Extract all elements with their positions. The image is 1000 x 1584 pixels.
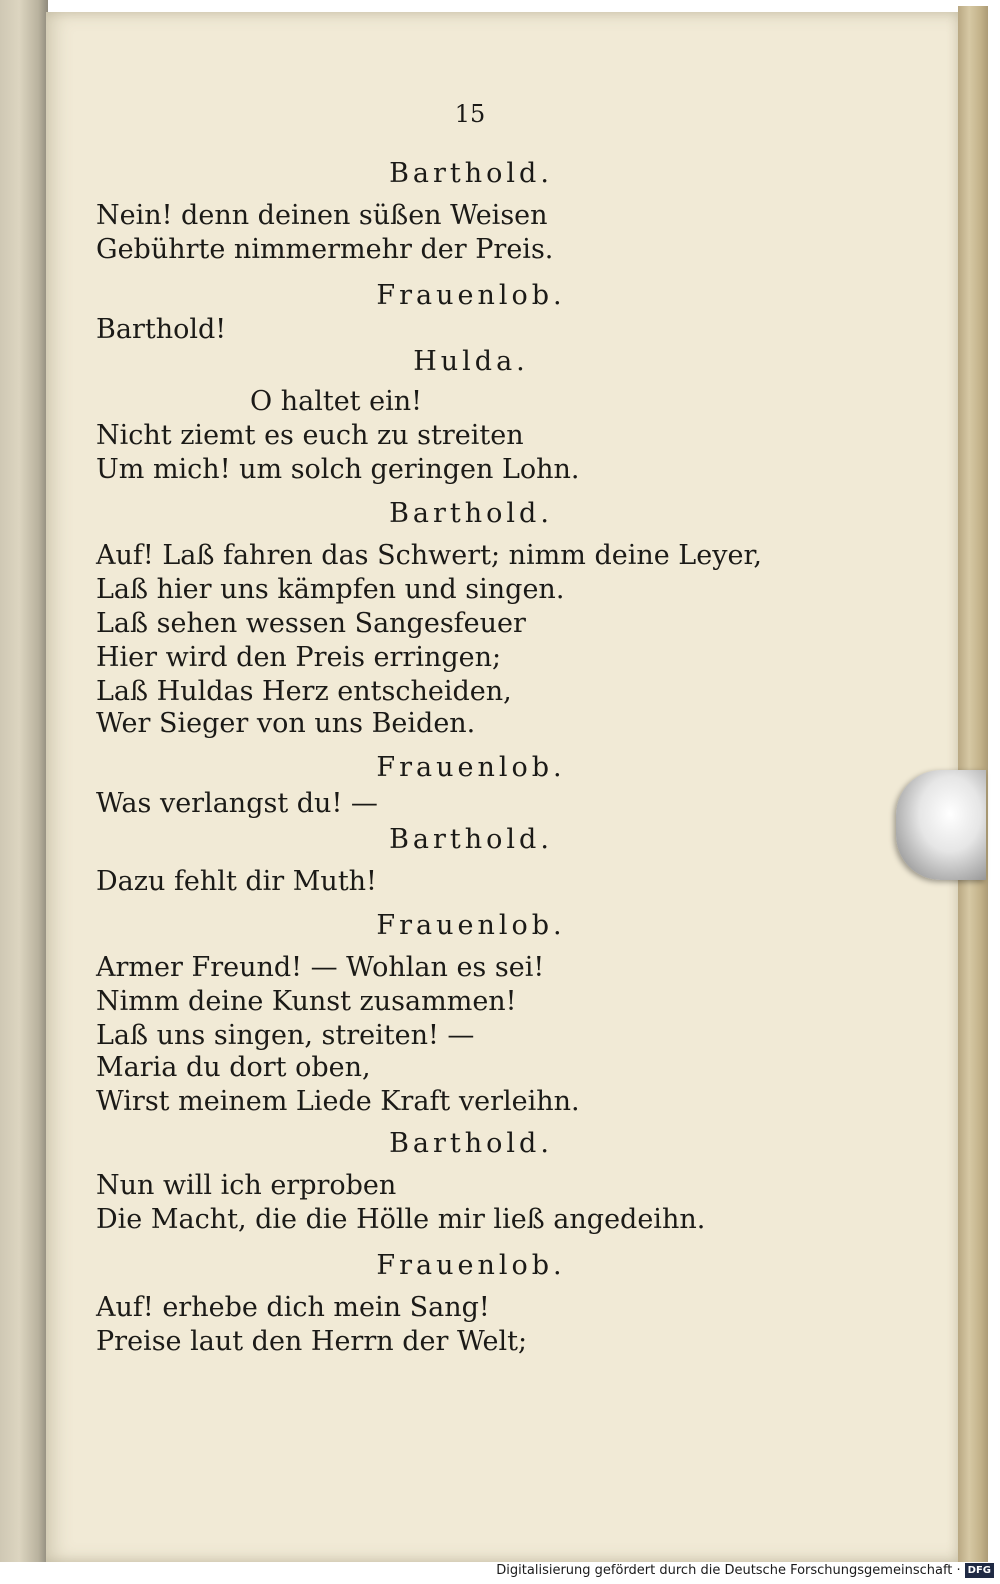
speaker-label: Hulda. bbox=[413, 346, 529, 377]
speaker-label: Barthold. bbox=[389, 1128, 553, 1159]
speaker-label: Barthold. bbox=[389, 824, 553, 855]
page-clip bbox=[896, 770, 986, 880]
verse-line: O haltet ein! bbox=[250, 386, 422, 417]
digitization-credit bbox=[496, 1563, 994, 1578]
verse-line: Wer Sieger von uns Beiden. bbox=[96, 708, 476, 739]
verse-line: Hier wird den Preis erringen; bbox=[96, 642, 502, 673]
page-number: 15 bbox=[454, 100, 486, 128]
verse-line: Maria du dort oben, bbox=[96, 1052, 371, 1083]
verse-line: Was verlangst du! — bbox=[96, 788, 378, 819]
verse-line: Auf! erhebe dich mein Sang! bbox=[96, 1292, 490, 1323]
credit-text: Digitalisierung gefördert durch die Deutsche Forschungsgemeinschaft · bbox=[496, 1563, 961, 1578]
verse-line: Wirst meinem Liede Kraft verleihn. bbox=[96, 1086, 580, 1117]
verse-line: Barthold! bbox=[96, 314, 227, 345]
speaker-label: Frauenlob. bbox=[376, 910, 566, 941]
speaker-label: Frauenlob. bbox=[376, 280, 566, 311]
verse-line: Dazu fehlt dir Muth! bbox=[96, 866, 377, 897]
verse-line: Nun will ich erproben bbox=[96, 1170, 397, 1201]
speaker-label: Barthold. bbox=[389, 498, 553, 529]
scan-margin bbox=[988, 0, 1000, 1562]
dfg-logo: DFG bbox=[965, 1563, 994, 1578]
speaker-label: Barthold. bbox=[389, 158, 553, 189]
speaker-label: Frauenlob. bbox=[376, 752, 566, 783]
verse-line: Laß Huldas Herz entscheiden, bbox=[96, 676, 512, 707]
verse-line: Die Macht, die die Hölle mir ließ angedeihn. bbox=[96, 1204, 706, 1235]
verse-line: Laß hier uns kämpfen und singen. bbox=[96, 574, 565, 605]
verse-line: Laß uns singen, streiten! — bbox=[96, 1020, 475, 1051]
verse-line: Nimm deine Kunst zusammen! bbox=[96, 986, 517, 1017]
verse-line: Gebührte nimmermehr der Preis. bbox=[96, 234, 554, 265]
verse-line: Auf! Laß fahren das Schwert; nimm deine Leyer, bbox=[96, 540, 762, 571]
verse-line: Laß sehen wessen Sangesfeuer bbox=[96, 608, 526, 639]
verse-line: Armer Freund! — Wohlan es sei! bbox=[96, 952, 545, 983]
verse-line: Preise laut den Herrn der Welt; bbox=[96, 1326, 528, 1357]
verse-line: Nicht ziemt es euch zu streiten bbox=[96, 420, 524, 451]
book-left-edge bbox=[0, 0, 48, 1562]
speaker-label: Frauenlob. bbox=[376, 1250, 566, 1281]
verse-line: Nein! denn deinen süßen Weisen bbox=[96, 200, 548, 231]
verse-line: Um mich! um solch geringen Lohn. bbox=[96, 454, 580, 485]
